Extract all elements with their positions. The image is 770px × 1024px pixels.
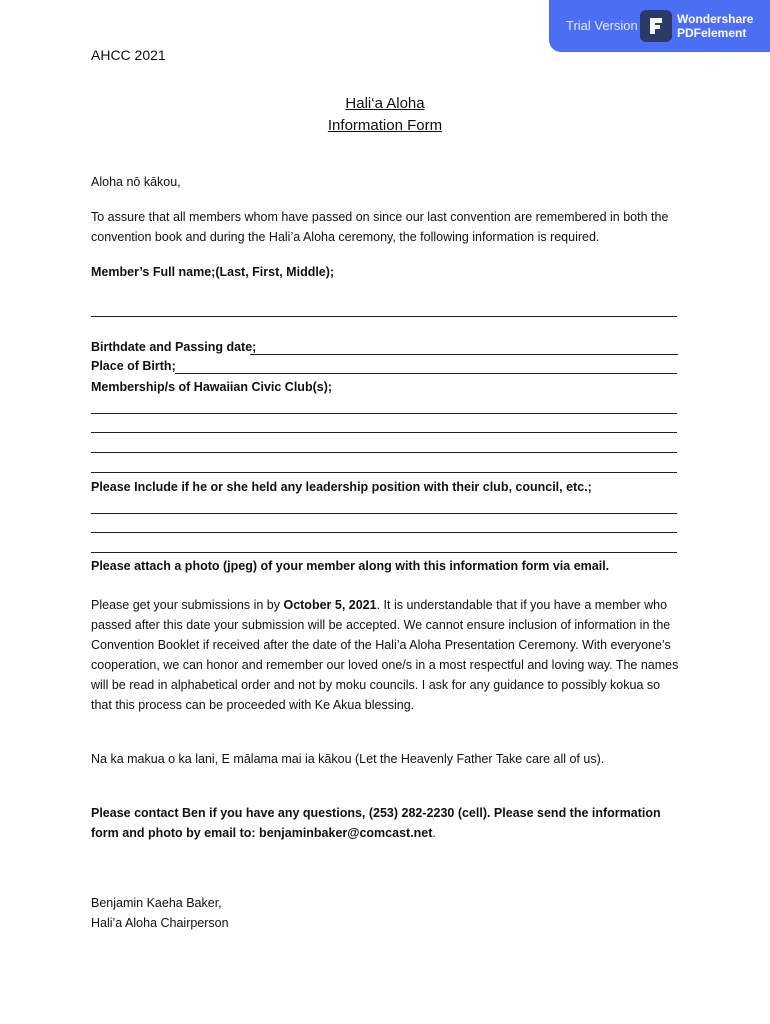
submission-deadline: October 5, 2021 [283, 598, 377, 612]
pdfelement-logo-icon [640, 10, 672, 42]
leadership-fill-line-1[interactable] [91, 513, 677, 514]
form-title-line1: Hali‘a Aloha [345, 95, 425, 112]
signature-name: Benjamin Kaeha Baker, [91, 896, 222, 910]
blessing-line: Na ka makua o ka lani, E mālama mai ia kākou (Let the Heavenly Father Take care all of us). [91, 752, 605, 766]
field-label-leadership: Please Include if he or she held any leadership position with their club, council, etc.; [91, 480, 592, 494]
dates-fill-line[interactable] [250, 354, 678, 355]
full-name-fill-line[interactable] [91, 316, 677, 317]
trial-version-label: Trial Version [566, 18, 638, 33]
membership-fill-line-4[interactable] [91, 472, 677, 473]
birthplace-fill-line[interactable] [175, 373, 677, 374]
submission-rest: . It is understandable that if you have a member who passed after this date your submission will be accepted. We cannot ensure inclusion of information in the Convention Booklet if received after the date of the Hali’a Aloha Presentation Ceremony. With everyone’s cooperation, we can honor and remember our loved one/s in a most respectful and loving way. The names will be read in alphabetical order and not by moku councils. I ask for any guidance to possibly kokua so that this process can be proceeded with Ke Akua blessing. [91, 598, 679, 712]
leadership-fill-line-3[interactable] [91, 552, 677, 553]
intro-paragraph: To assure that all members whom have passed on since our last convention are remembered in both the convention book and during the Hali’a Aloha ceremony, the following information is required. [91, 210, 669, 244]
field-label-dates: Birthdate and Passing date; [91, 340, 257, 354]
contact-tail: . [432, 826, 436, 840]
membership-fill-line-1[interactable] [91, 413, 677, 414]
greeting: Aloha nō kākou, [91, 175, 181, 189]
contact-paragraph [91, 803, 681, 843]
membership-fill-line-2[interactable] [91, 432, 677, 433]
photo-instruction: Please attach a photo (jpeg) of your member along with this information form via email. [91, 559, 610, 573]
form-title-line2: Information Form [327, 117, 443, 134]
field-label-membership: Membership/s of Hawaiian Civic Club(s); [91, 380, 333, 394]
membership-fill-line-3[interactable] [91, 452, 677, 453]
brand-name-line1: Wondershare [677, 12, 754, 26]
brand-name-line2: PDFelement [677, 26, 747, 40]
submission-lead: Please get your submissions in by [91, 598, 284, 612]
field-label-birthplace: Place of Birth; [91, 359, 176, 373]
field-label-full-name: Member’s Full name;(Last, First, Middle); [91, 265, 335, 279]
document-code: AHCC 2021 [91, 47, 166, 63]
trial-banner[interactable] [549, 0, 770, 52]
contact-text: Please contact Ben if you have any questions, (253) 282-2230 (cell). Please send the information form and photo by email to: benjaminbaker@comcast.net [91, 806, 661, 840]
submission-paragraph [91, 595, 681, 715]
leadership-fill-line-2[interactable] [91, 532, 677, 533]
signature-role: Hali’a Aloha Chairperson [91, 916, 229, 930]
